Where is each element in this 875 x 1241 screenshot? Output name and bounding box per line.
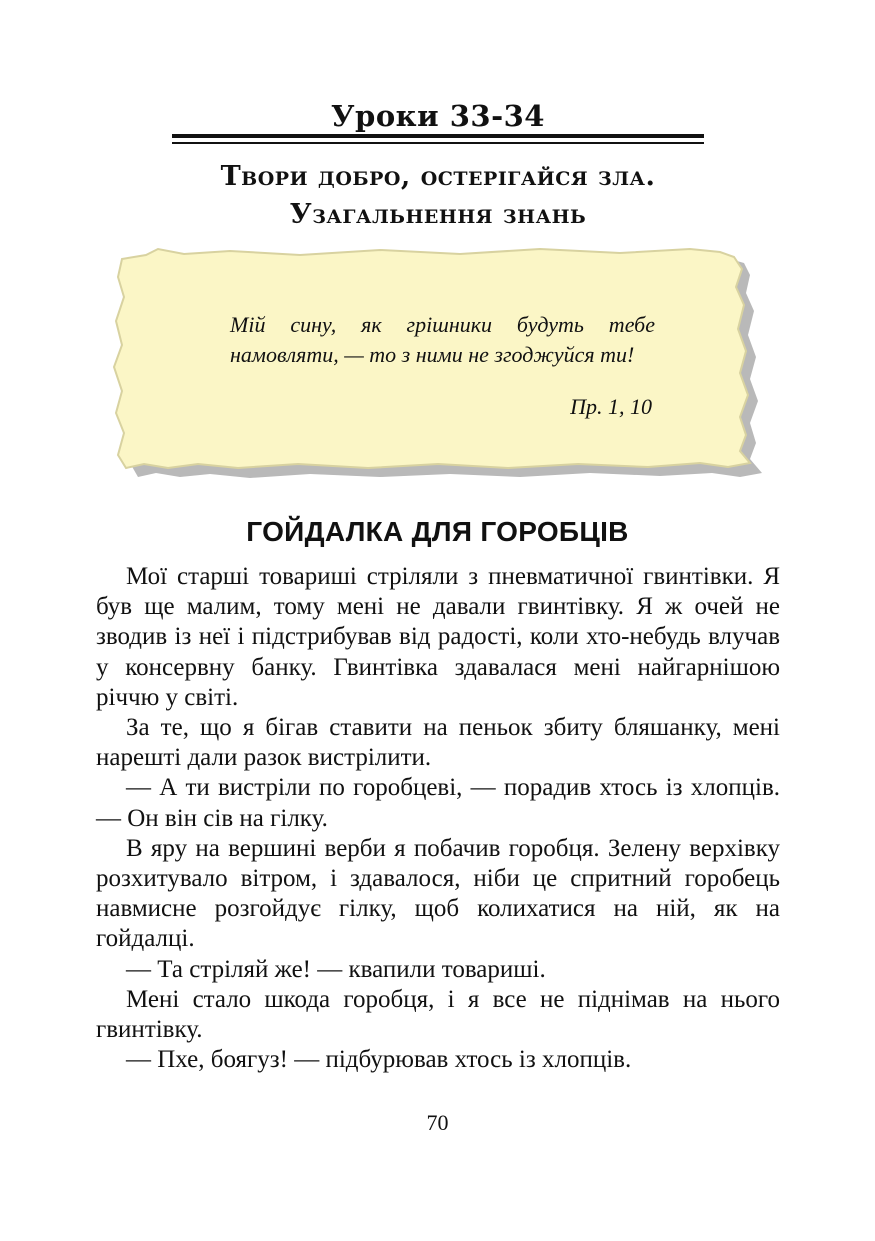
title-rule-thick (172, 134, 704, 138)
lesson-title: Уроки 33-34 (331, 99, 545, 133)
title-double-rule (172, 134, 704, 146)
epigraph-quote: Мій сину, як грішники будуть тебе намовляти, — то з ними не згоджуйся ти! (230, 312, 655, 367)
subtitle-line-1: Твори добро, остерігайся зла. (220, 161, 656, 192)
story-paragraph: В яру на вершині верби я побачив горобця. Зелену верхівку розхитувало вітром, і здавалося, ніби це спритний горобець навмисне розгойдує гілку, щоб колихатися на ній, як на гойдалці. (96, 834, 780, 953)
story-paragraph: — А ти вистріли по горобцеві, — порадив хтось із хлопців. — Он він сів на гілку. (96, 774, 780, 832)
page-number: 70 (426, 1110, 449, 1135)
epigraph-reference: Пр. 1, 10 (570, 394, 652, 419)
title-rule-thin (172, 142, 704, 144)
story-body (96, 562, 780, 1075)
lesson-subtitle (120, 158, 756, 234)
story-paragraph: Мені стало шкода горобця, і я все не піднімав на нього гвинтівку. (96, 985, 780, 1044)
story-paragraph: За те, що я бігав ставити на пеньок збиту бляшанку, мені нарешті дали разок вистрілити. (96, 714, 780, 772)
story-paragraph: Мої старші товариші стріляли з пневматичної гвинтівки. Я був ще малим, тому мені не давали гвинтівку. Я ж очей не зводив із неї і підстрибував від радості, коли хто-небудь влучав у консервну банку. Гвинтівка здавалася мені найгарнішою річчю у світі. (96, 563, 780, 711)
subtitle-line-2: Узагальнення знань (289, 199, 587, 230)
story-paragraph: — Та стріляй же! — квапили товариші. (126, 955, 546, 983)
story-paragraph: — Пхе, боягуз! — підбурював хтось із хлопців. (126, 1046, 632, 1074)
story-title: ГОЙДАЛКА ДЛЯ ГОРОБЦІВ (246, 516, 629, 547)
